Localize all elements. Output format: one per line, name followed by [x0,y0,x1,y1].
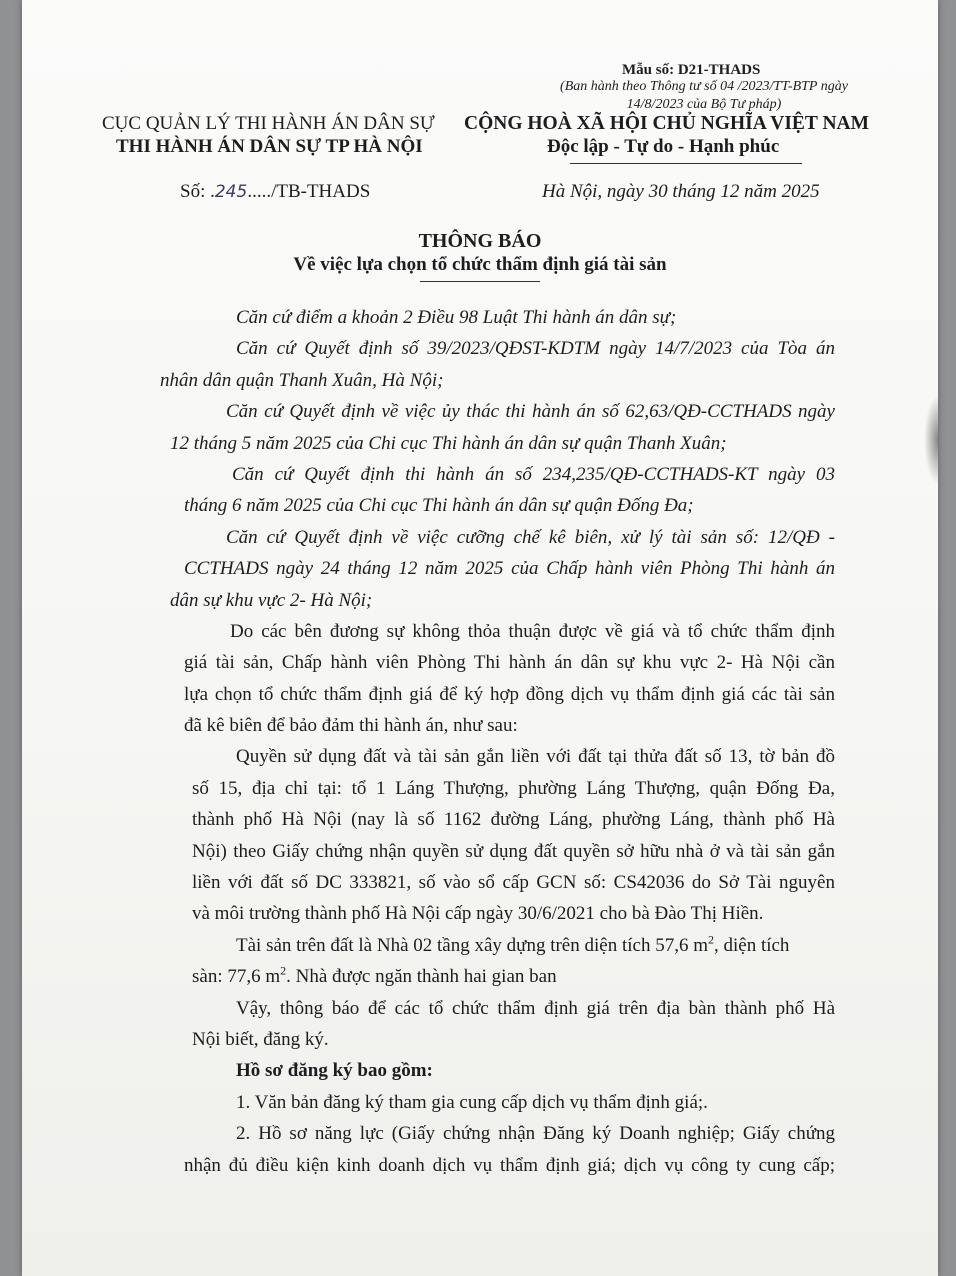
floor-area-text: sàn: 77,6 m [192,966,281,988]
asset-area-text: , diện tích [713,934,790,956]
issuing-agency: CỤC QUẢN LÝ THI HÀNH ÁN DÂN SỰ [102,113,435,134]
legal-basis-line: Căn cứ điểm a khoản 2 Điều 98 Luật Thi hành án dân sự; [236,307,677,328]
paragraph-line: liền với đất số DC 333821, số vào sổ cấp GCN số: CS42036 do Sở Tài nguyên [192,872,835,894]
document-number [180,181,370,203]
dossier-item: 1. Văn bản đăng ký tham gia cung cấp dịch vụ thẩm định giá;. [236,1091,708,1113]
legal-basis-line: nhân dân quận Thanh Xuân, Hà Nội; [160,369,444,391]
document-body [160,302,835,1181]
paragraph-line: Quyền sử dụng đất và tài sản gắn liền với đất tại thửa đất số 13, tờ bản đồ [236,746,835,768]
paragraph-line: đã kê biên để bảo đảm thi hành án, như sau: [184,715,518,737]
paragraph-line [160,961,835,992]
handwritten-doc-number: 245 [214,182,248,202]
issuing-office: THI HÀNH ÁN DÂN SỰ TP HÀ NỘI [116,136,423,157]
dossier-heading: Hồ sơ đăng ký bao gồm: [236,1060,433,1082]
legal-basis-line: Căn cứ Quyết định về việc ủy thác thi hành án số 62,63/QĐ-CCTHADS ngày [226,401,835,423]
legal-basis-line: Căn cứ Quyết định số 39/2023/QĐST-KDTM ngày 14/7/2023 của Tòa án [236,338,835,360]
document-page [22,0,938,1276]
doc-number-suffix: ...../TB-THADS [247,181,371,202]
paragraph-line: số 15, địa chỉ tại: tổ 1 Láng Thượng, phường Láng Thượng, quận Đống Đa, [192,777,835,799]
floor-area-text: . Nhà được ngăn thành hai gian ban [286,966,557,988]
national-motto: Độc lập - Tự do - Hạnh phúc [547,136,780,157]
place-and-date: Hà Nội, ngày 30 tháng 12 năm 2025 [542,181,820,202]
paragraph-line: giá tài sản, Chấp hành viên Phòng Thi hành án dân sự khu vực 2- Hà Nội cần [184,652,835,674]
paragraph-line: lựa chọn tổ chức thẩm định giá để ký hợp đồng dịch vụ thẩm định giá các tài sản [184,683,835,705]
superscript: 2 [707,932,714,947]
national-title: CỘNG HOÀ XÃ HỘI CHỦ NGHĨA VIỆT NAM [464,113,870,134]
superscript: 2 [280,963,287,978]
legal-basis-line: dân sự khu vực 2- Hà Nội; [170,589,373,611]
form-issuance-note: (Ban hành theo Thông tư số 04 /2023/TT-BTP ngày 14/8/2023 của Bộ Tư pháp) [560,79,848,112]
paragraph-line: và môi trường thành phố Hà Nội cấp ngày 30/6/2021 cho bà Đào Thị Hiền. [192,903,764,925]
legal-basis-line: Căn cứ Quyết định về việc cưỡng chế kê biên, xử lý tài sản số: 12/QĐ - [226,526,835,548]
legal-basis-line: CCTHADS ngày 24 tháng 12 năm 2025 của Chấp hành viên Phòng Thi hành án [184,558,835,580]
legal-basis-line: tháng 6 năm 2025 của Chi cục Thi hành án dân sự quận Đống Đa; [184,495,694,517]
paragraph-line: Do các bên đương sự không thỏa thuận được về giá và tổ chức thẩm định [230,620,835,642]
legal-basis-line: Căn cứ Quyết định thi hành án số 234,235/QĐ-CCTHADS-KT ngày 03 [232,463,835,485]
dossier-item: 2. Hồ sơ năng lực (Giấy chứng nhận Đăng ký Doanh nghiệp; Giấy chứng [236,1123,835,1145]
document-title: THÔNG BÁO [418,230,542,252]
paragraph-line [160,930,835,961]
paragraph-line: Vậy, thông báo để các tổ chức thẩm định giá trên địa bàn thành phố Hà [236,997,835,1019]
paragraph-line: thành phố Hà Nội (nay là số 1162 đường Láng, phường Láng, thành phố Hà [192,809,835,831]
asset-area-text: Tài sản trên đất là Nhà 02 tầng xây dựng trên diện tích 57,6 m [236,934,708,956]
paragraph-line: Nội) theo Giấy chứng nhận quyền sử dụng đất quyền sở hữu nhà ở và tài sản gắn [192,840,835,862]
dossier-item: nhận đủ điều kiện kinh doanh dịch vụ thẩm định giá; dịch vụ công ty cung cấp; [184,1154,835,1176]
paragraph-line: Nội biết, đăng ký. [192,1028,329,1050]
legal-basis-line: 12 tháng 5 năm 2025 của Chi cục Thi hành án dân sự quận Thanh Xuân; [170,432,727,454]
form-number: Mẫu số: D21-THADS [622,62,761,78]
subject-underline [420,281,540,282]
document-subject: Về việc lựa chọn tổ chức thẩm định giá tài sản [293,254,667,275]
edge-shadow [924,395,938,485]
motto-underline [570,163,802,164]
doc-number-prefix: Số: . [180,181,215,202]
